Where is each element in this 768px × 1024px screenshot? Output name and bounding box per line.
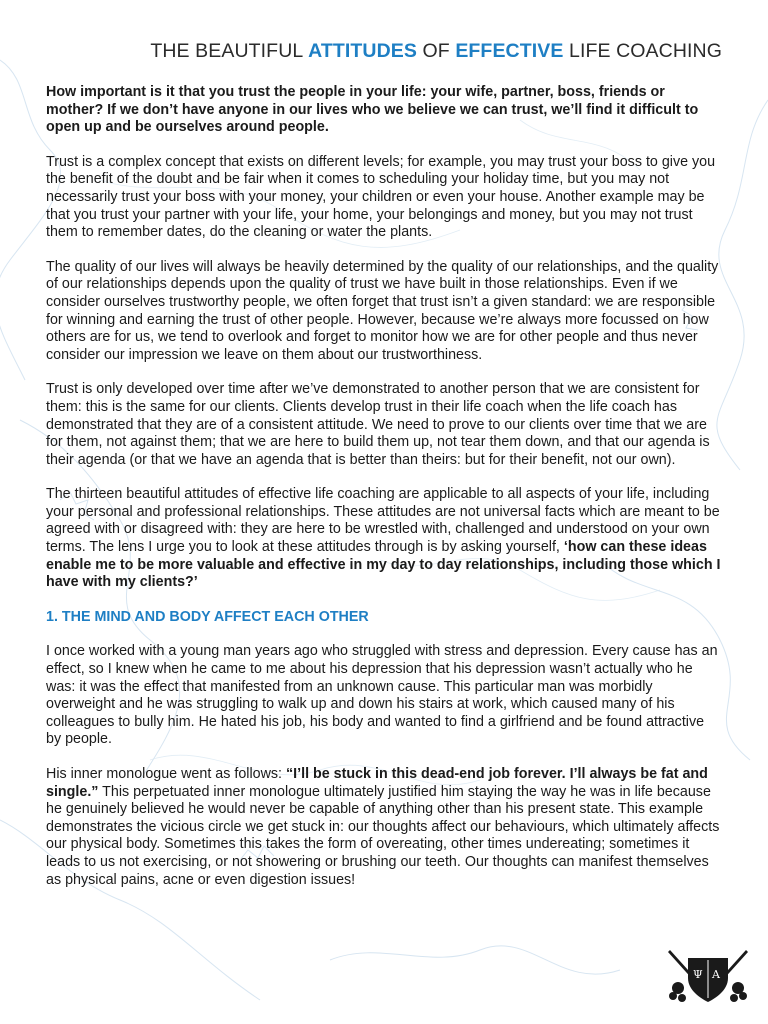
paragraph-text: His inner monologue went as follows:: [46, 766, 286, 782]
logo-letter-a: A: [712, 968, 720, 981]
paragraph-text: This perpetuated inner monologue ultimately justified him staying the way he was in life because he genuinely believed he would never be capable of anything other than his present state. This example demonstrates the vicious circle we get stuck in: our thoughts affect our behaviours, which ultimately affects our physical body. Sometimes this takes the form of overeating, other times undereating; sometimes it leads to us not exercising, or not showering or brushing our teeth. Our thoughts can manifest themselves as physical pains, acne or even digestion issues!: [46, 783, 720, 888]
body-paragraph: [46, 766, 722, 889]
body-paragraph: Trust is a complex concept that exists on different levels; for example, you may trust your boss to give you the benefit of the doubt and be fair when it comes to scheduling your holiday time, but you may not necessarily trust your boss with your money, your children or even your house. Another example may be that you trust your partner with your life, your home, your belongings and money, but you may not trust them to remember dates, do the cleaning or water the plants.: [46, 153, 716, 241]
title-accent-effective: EFFECTIVE: [455, 40, 564, 62]
crest-logo: [666, 944, 750, 1008]
body-paragraph: The quality of our lives will always be heavily determined by the quality of our relationships, and the quality of our relationships depends upon the quality of trust we have built in those relationships. Even if we consider ourselves trustworthy people, we often forget that trust isn’t a given standard: we are responsible for winning and earning the trust of other people. However, because we’re always more focussed on how others are for us, we tend to overlook and forget to monitor how we are for other people and thus never consider our impression we leave on them about our trustworthiness.: [46, 258, 719, 363]
section-heading: 1. THE MIND AND BODY AFFECT EACH OTHER: [46, 608, 369, 625]
title-part-1: THE BEAUTIFUL: [150, 40, 309, 62]
body-paragraph: I once worked with a young man years ago who struggled with stress and depression. Every cause has an effect, so I knew when he came to me about his depression that his depression wasn’t actually who he was: it was the effect that manifested from an unknown cause. This particular man was morbidly overweight and he was struggling to walk up and down his stairs at work, which caused many of his colleagues to bully him. He hated his job, his body and wanted to find a girlfriend and be found attractive by people.: [46, 643, 718, 748]
document-page: [46, 40, 722, 906]
body-paragraph: Trust is only developed over time after we’ve demonstrated to another person that we are consistent for them: this is the same for our clients. Clients develop trust in their life coach when the life coach has demonstrated that they are of a consistent attitude. We need to prove to our clients over time that we are for them, not against them; that we are here to build them up, not tear them down, and that our agenda is their agenda (or that we have an agenda that is better than theirs: but for their benefit, not our own).: [46, 381, 710, 468]
paragraph-text: The thirteen beautiful attitudes of effective life coaching are applicable to all aspects of your life, including your personal and professional relationships. These attitudes are not universal facts which are meant to be agreed with or disagreed with: they are here to be wrestled with, challenged and understood on your own terms. The lens I urge you to look at these attitudes through is by asking yourself,: [46, 486, 720, 556]
logo-letter-psi: Ψ: [693, 968, 703, 981]
body-paragraph: [46, 486, 722, 592]
document-title: [46, 40, 722, 63]
highlighted-question: ‘how can these ideas enable me to be more valuable and effective in my day to day relationships, including those which I have with my clients?’: [46, 539, 721, 591]
inner-monologue-quote: “I’ll be stuck in this dead-end job forever. I’ll always be fat and single.”: [46, 766, 708, 800]
title-part-3: LIFE COACHING: [563, 40, 722, 62]
title-part-2: OF: [416, 40, 456, 62]
intro-paragraph: How important is it that you trust the people in your life: your wife, partner, boss, friends or mother? If we don’t have anyone in our lives who we believe we can trust, we’ll find it difficult to open up and be ourselves around people.: [46, 84, 699, 136]
title-accent-attitudes: ATTITUDES: [308, 40, 417, 62]
